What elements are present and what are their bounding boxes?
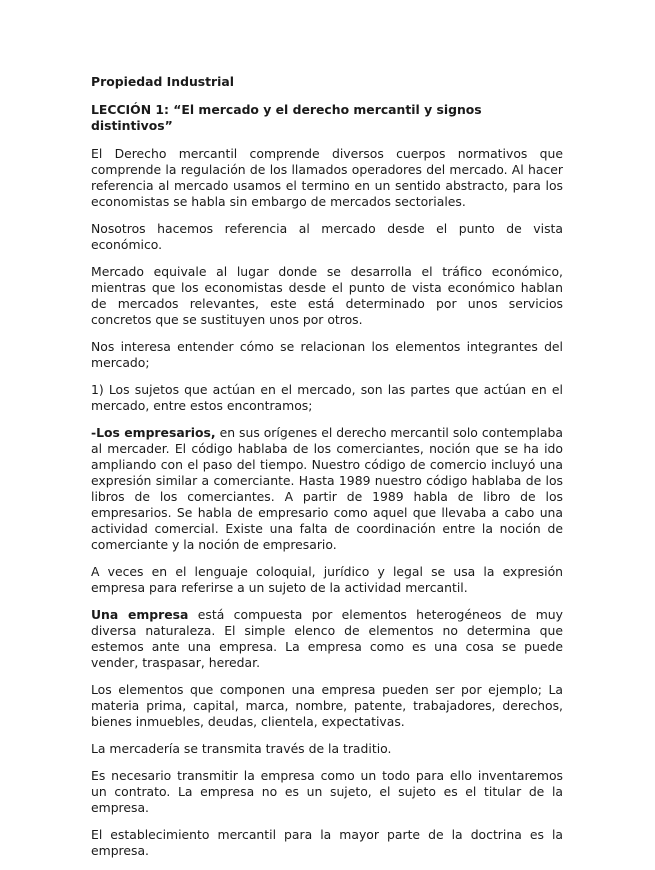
una-empresa-term: Una empresa [91,607,189,622]
document-title: Propiedad Industrial [91,74,235,89]
empresarios-term: -Los empresarios, [91,425,216,440]
empresarios-text: en sus orígenes el derecho mercantil solo contemplaba al mercader. El código hablaba de los comerciantes, noción que se ha ido ampliando con el paso del tiempo. Nuestro código de comercio incluyó una expresión similar a comerciante. Hasta 1989 nuestro código hablaba de los libros de los comerciantes. A partir de 1989 habla de libro de los empresarios. Se habla de empresario como aquel que llevaba a cabo una actividad comercial. Existe una falta de coordinación entre la noción de comerciante y la noción de empresario. [91,425,563,552]
una-empresa-text: está compuesta por elementos heterogéneos de muy diversa naturaleza. El simple elenco de elementos no determina que estemos ante una empresa. La empresa como es una cosa se puede vender, traspasar, heredar. [91,607,563,670]
paragraph-derecho-mercantil: El Derecho mercantil comprende diversos cuerpos normativos que comprende la regulación de los llamados operadores del mercado. Al hacer referencia al mercado usamos el termino en un sentido abstracto, para los economistas se habla sin embargo de mercados sectoriales. [91,146,563,209]
paragraph-elementos-empresa: Los elementos que componen una empresa pueden ser por ejemplo; La materia prima, capital, marca, nombre, patente, trabajadores, derechos, bienes inmuebles, deudas, clientela, expectativas. [91,682,563,729]
lesson-heading: LECCIÓN 1: “El mercado y el derecho mercantil y signos distintivos” [91,102,482,133]
document-page [91,74,563,870]
paragraph-mercaderia: La mercadería se transmita través de la traditio. [91,741,392,756]
paragraph-transmitir-empresa: Es necesario transmitir la empresa como un todo para ello inventaremos un contrato. La empresa no es un sujeto, el sujeto es el titular de la empresa. [91,768,563,815]
paragraph-establecimiento: El establecimiento mercantil para la mayor parte de la doctrina es la empresa. [91,827,563,858]
paragraph-una-empresa [91,607,563,671]
paragraph-lenguaje-coloquial: A veces en el lenguaje coloquial, jurídico y legal se usa la expresión empresa para referirse a un sujeto de la actividad mercantil. [91,564,563,595]
paragraph-sujetos: 1) Los sujetos que actúan en el mercado, son las partes que actúan en el mercado, entre estos encontramos; [91,382,563,413]
paragraph-empresarios [91,425,563,553]
paragraph-mercado-definicion: Mercado equivale al lugar donde se desarrolla el tráfico económico, mientras que los economistas desde el punto de vista económico hablan de mercados relevantes, este está determinado por unos servicios concretos que se sustituyen unos por otros. [91,264,563,327]
paragraph-elementos-integrantes: Nos interesa entender cómo se relacionan los elementos integrantes del mercado; [91,339,563,370]
paragraph-referencia-mercado: Nosotros hacemos referencia al mercado desde el punto de vista económico. [91,221,563,252]
